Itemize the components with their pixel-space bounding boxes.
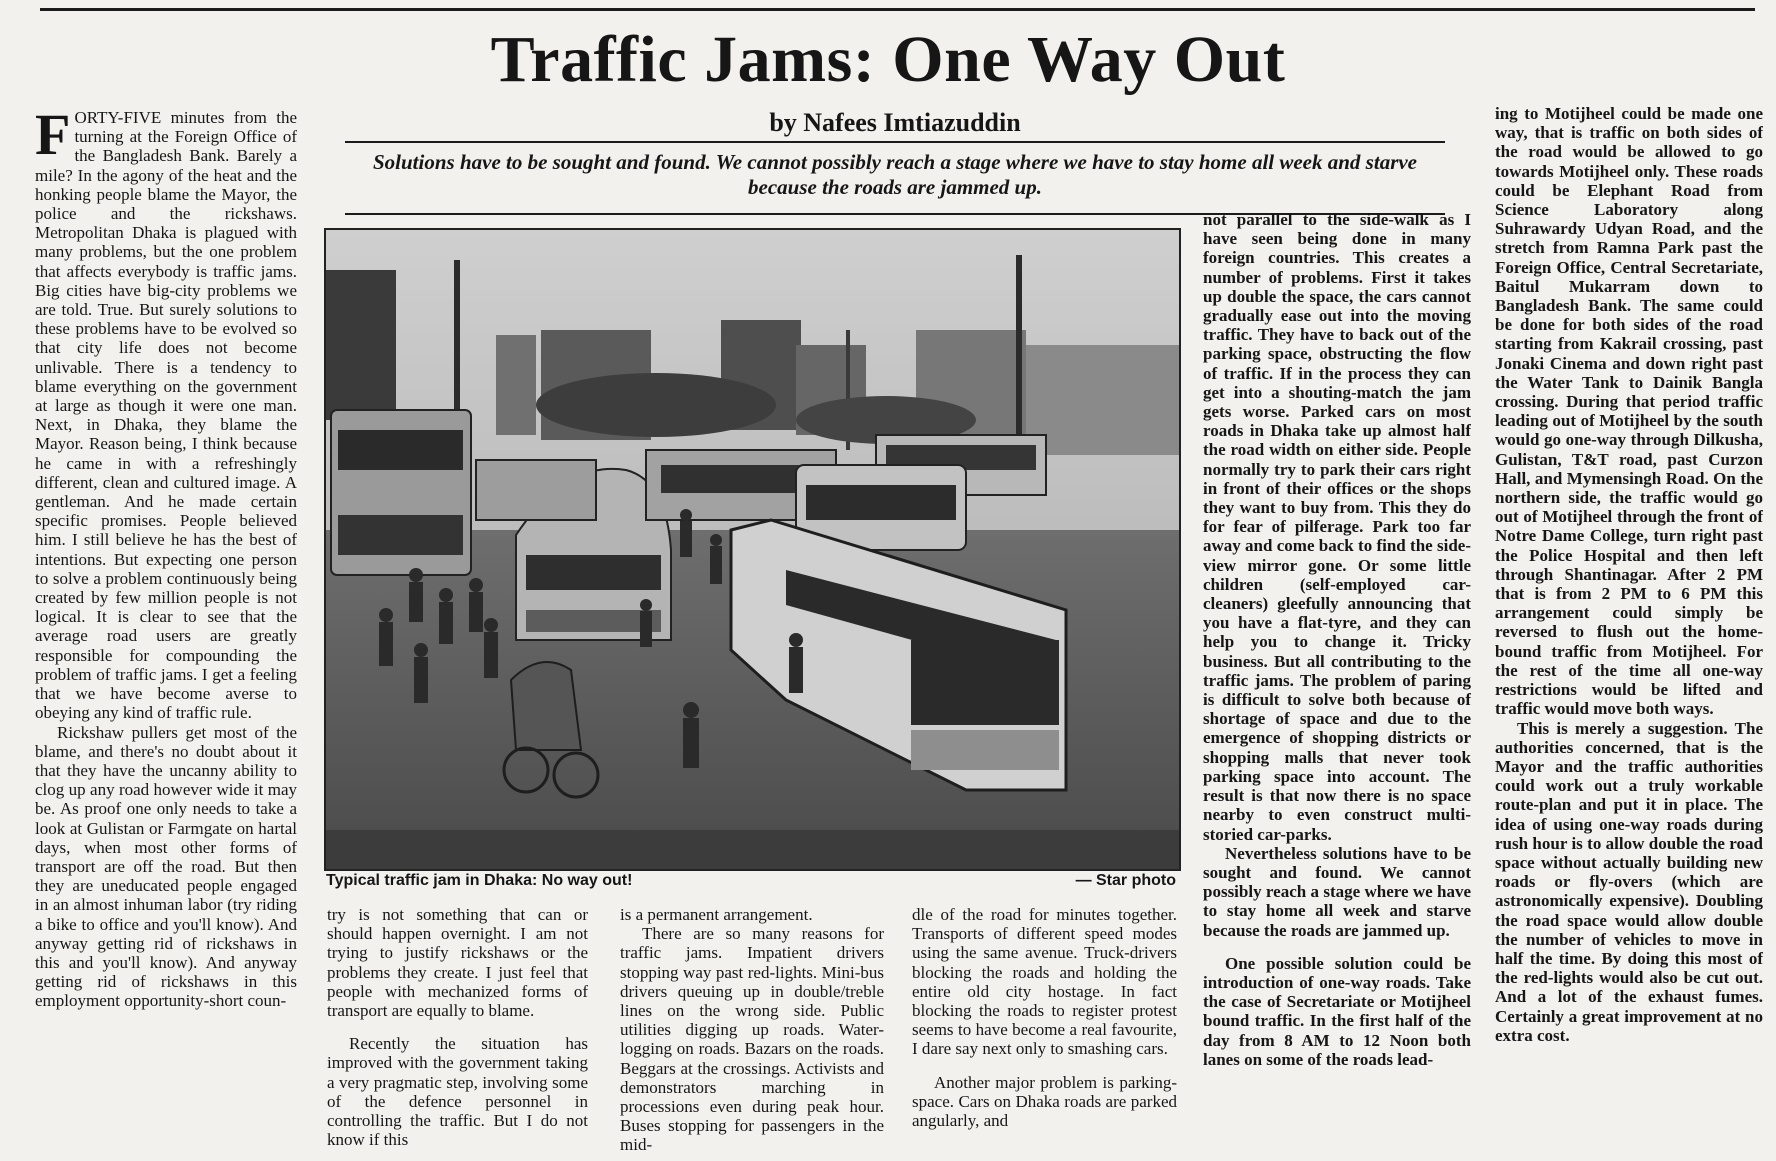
column-3-paragraph-2: There are so many reasons for traffic jams. Impatient drivers stopping way past red-lights. Mini-bus drivers queuing up in double/treble lines on the wrong side. Public utilities digging up roads. Water-logging on roads. Bazars on the roads. Beggars at the crossings. Activists and demonstrators marching in processions even during peak hour. Buses stopping for passengers in the mid- (620, 924, 884, 1155)
column-5-paragraph-3: One possible solution could be introduction of one-way roads. Take the case of Secretariate or Motijheel bound traffic. In the first half of the day from 8 AM to 12 Noon both lanes on some of the roads lead- (1203, 953, 1471, 1069)
column-6-paragraph-1: ing to Motijheel could be made one way, that is traffic on both sides of the road would be allowed to go towards Motijheel only. These roads could be Elephant Road from Science Laboratory along Suhrawardy Udyan Road, and the stretch from Ramna Park past the Foreign Office, Central Secretariate, Baitul Mukarram down to Bangladesh Bank. The same could be done for both sides of the road starting from Kakrail crossing, past Jonaki Cinema and down right past the Water Tank to Dainik Bangla crossing. During that period traffic leading out of Motijheel by the south would go one-way through Dilkusha, Gulistan, T&T road, past Curzon Hall, and Mymensingh Road. On the northern side, the traffic would go out of Motijheel through the front of Notre Dame College, turn right past the Police Hospital and then left through Shantinagar. After 2 PM that is from 2 PM to 6 PM this arrangement could simply be reversed to flush out the home-bound traffic from Motijheel. For the rest of the time all one-way restrictions would be lifted and traffic would move both ways. (1495, 104, 1763, 719)
traffic-jam-photo (324, 228, 1181, 871)
column-4-paragraph-2: Another major problem is parking-space. Cars on Dhaka roads are parked angularly, and (912, 1072, 1177, 1131)
drop-cap: F (35, 108, 71, 167)
photo-caption-bar (326, 871, 1176, 893)
column-1-paragraph-1: FORTY-FIVE minutes from the turning at the Foreign Office of the Bangladesh Bank. Barely a mile? In the agony of the heat and the honking people blame the Mayor, the police and the rickshaws. Metropolitan Dhaka is plagued with many problems, but the one problem that affects everybody is traffic jams. Big cities have big-city problems we are told. True. But surely solutions to these problems have to be evolved so that city life does not become unlivable. There is a tendency to blame everything on the government at large as though it were one man. Next, in Dhaka, they blame the Mayor. Reason being, I think because he came in with a refreshingly different, clean and cultured image. A gentleman. And he made certain specific promises. People believed him. I still believe he has the best of intentions. But expecting one person to solve a problem continuously being created by few million people is not logical. It is clear to see that the average road users are greatly responsible for compounding the problem of traffic jams. I get a feeling that we have become averse to obeying any kind of traffic rule. (35, 108, 297, 723)
column-6-paragraph-2: This is merely a suggestion. The authorities concerned, that is the Mayor and the traffic authorities could work out a truly workable route-plan and put it in place. The idea of using one-way roads during rush hour is to allow double the road space without actually building new roads or fly-overs (which are astronomically expensive). Doubling the road space would allow double the number of vehicles to move in half the time. By doing this most of the red-lights would also be cut out. And a lot of the exhaust fumes. Certainly a great improvement at no extra cost. (1495, 718, 1763, 1045)
deck-top-rule (345, 141, 1445, 143)
column-4 (912, 905, 1177, 1161)
column-6 (1495, 104, 1763, 1161)
column-4-paragraph-1: dle of the road for minutes together. Transports of different speed modes using the same avenue. Truck-drivers blocking the roads and holding the entire old city hostage. In fact blocking the roads to register protest seems to have become a real favourite, I dare say next only to smashing cars. (912, 905, 1177, 1059)
column-5-paragraph-1: not parallel to the side-walk as I have seen being done in many foreign countries. This creates a number of problems. First it takes up double the space, the cars cannot gradually ease out into the moving traffic. They have to back out of the parking space, obstructing the flow of traffic. If in the process they can get into a shouting-match the jam gets worse. Parked cars on most roads in Dhaka take up almost half the road width on either side. People normally try to park their cars right in front of their offices or the shops they want to buy from. This they do for fear of pilferage. Park too far away and come back to find the side-view mirror gone. Or some little children (self-employed car-cleaners) gleefully announcing that you have a flat-tyre, and they can help you to change it. Tricky business. But all contributing to the traffic jams. The problem of paring is difficult to solve both because of shortage of space and due to the emergence of shopping districts or shopping malls that never took parking space into account. The result is that now there is no space nearby to even construct multi-storied car-parks. (1203, 210, 1471, 844)
article-deck: Solutions have to be sought and found. We cannot possibly reach a stage where we have to stay home all week and starve because the roads are jammed up. (372, 150, 1418, 199)
traffic-jam-photo-image (326, 230, 1179, 869)
column-2-paragraph-1: try is not something that can or should happen overnight. I am not trying to justify rickshaws or the problems they create. I just feel that people with mechanized forms of transport are equally to blame. (327, 905, 588, 1021)
column-5-paragraph-2: Nevertheless solutions have to be sought and found. We cannot possibly reach a stage where we have to stay home all week and starve because the roads are jammed up. (1203, 843, 1471, 940)
column-1-paragraph-2: Rickshaw pullers get most of the blame, and there's no doubt about it that they have the uncanny ability to clog up any road however wide it may be. As proof one only needs to take a look at Gulistan or Farmgate on hartal days, when most other forms of transport are off the road. But then they are uneducated people engaged in an almost inhuman labor (try riding a bike to office and you'll know). And anyway getting rid of rickshaws in this and you'll know). And anyway getting rid of rickshaws in this employment opportunity-short coun- (35, 722, 297, 1011)
article-byline: by Nafees Imtiazuddin (769, 108, 1021, 137)
top-rule (40, 8, 1755, 11)
column-3-paragraph-1: is a permanent arrangement. (620, 905, 813, 924)
column-2 (327, 905, 588, 1161)
photo-caption: Typical traffic jam in Dhaka: No way out! (326, 872, 633, 889)
article-headline: Traffic Jams: One Way Out (490, 23, 1286, 96)
column-5 (1203, 210, 1471, 1161)
column-2-paragraph-2: Recently the situation has improved with the government taking a very pragmatic step, involving some of the defence personnel in controlling the traffic. But I do not know if this (327, 1034, 588, 1150)
column-1 (35, 108, 297, 1158)
photo-credit: — Star photo (1075, 872, 1176, 889)
column-3 (620, 905, 884, 1161)
